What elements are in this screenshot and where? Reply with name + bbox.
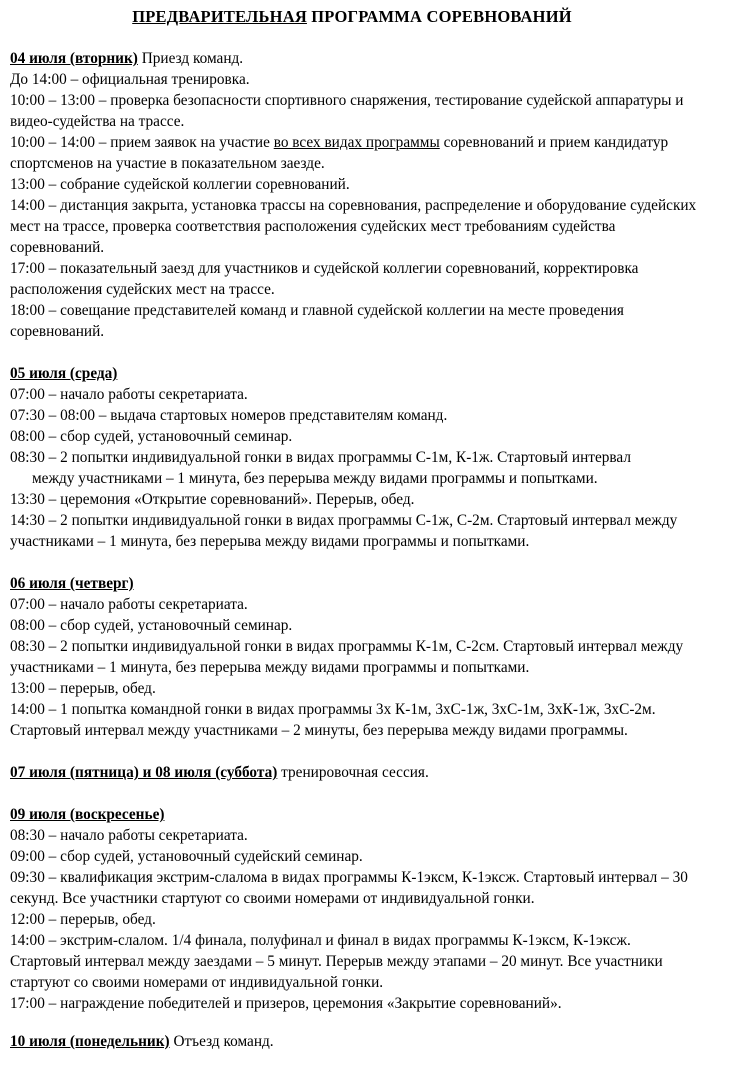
schedule-line: 18:00 – совещание представителей команд и главной судейской коллегии на месте проведения соревнований. [10, 302, 624, 340]
schedule-line-pre: 10:00 – 14:00 – прием заявок на участие [10, 134, 274, 151]
schedule-line [10, 132, 702, 174]
day-block-05 [10, 363, 702, 552]
day-heading-06: 06 июля (четверг) [10, 575, 134, 592]
schedule-line: 07:00 – начало работы секретариата. [10, 386, 248, 403]
schedule-line: 14:00 – 1 попытка командной гонки в видах программы 3х К-1м, 3хС-1ж, 3хС-1м, 3хК-1ж, 3хС-2м. Стартовый интервал между участниками – 2 минуты, без перерыва между видами программы. [10, 701, 656, 739]
schedule-line: 08:00 – сбор судей, установочный семинар. [10, 617, 293, 634]
schedule-line: 08:30 – начало работы секретариата. [10, 827, 248, 844]
section-gap [10, 342, 702, 363]
schedule-line: 10:00 – 13:00 – проверка безопасности спортивного снаряжения, тестирование судейской аппаратуры и видео-судейства на трассе. [10, 92, 684, 130]
day-block-06 [10, 573, 702, 741]
day-heading-07-08: 07 июля (пятница) и 08 июля (суббота) [10, 764, 278, 781]
page-title-underlined-part: ПРЕДВАРИТЕЛЬНАЯ [132, 7, 307, 26]
schedule-line: 14:00 – дистанция закрыта, установка трассы на соревнования, распределение и оборудование судейских мест на трассе, проверка соответствия расположения судейских мест требованиям судейства соревнований. [10, 197, 697, 256]
day-block-10 [10, 1031, 702, 1052]
schedule-line: 17:00 – награждение победителей и призеров, церемония «Закрытие соревнований». [10, 995, 562, 1012]
schedule-line-post: соревнований и прием кандидатур спортсменов на участие в показательном заезде. [10, 134, 669, 172]
schedule-line: 08:30 – 2 попытки индивидуальной гонки в видах программы К-1м, С-2см. Стартовый интервал между участниками – 1 минута, без перерыва между видами программы и попытками. [10, 638, 684, 676]
section-gap [10, 783, 702, 804]
schedule-line-continuation: между участниками – 1 минута, без перерыва между видами программы и попытками. [32, 470, 598, 487]
day-block-04 [10, 48, 702, 342]
schedule-line-underlined: во всех видах программы [273, 134, 440, 151]
day-heading-05: 05 июля (среда) [10, 365, 118, 382]
page-title [10, 6, 702, 27]
schedule-line: 12:00 – перерыв, обед. [10, 911, 156, 928]
section-gap [10, 1014, 702, 1031]
schedule-line: 13:00 – перерыв, обед. [10, 680, 156, 697]
day-heading-line-10 [10, 1031, 702, 1052]
day-block-09 [10, 804, 702, 1014]
day-heading-line-09 [10, 804, 702, 825]
schedule-line: 13:30 – церемония «Открытие соревнований». Перерыв, обед. [10, 491, 415, 508]
schedule-line: 09:00 – сбор судей, установочный судейский семинар. [10, 848, 363, 865]
day-heading-trailing-07-08: тренировочная сессия. [277, 764, 429, 781]
day-block-07-08 [10, 762, 702, 783]
schedule-line: До 14:00 – официальная тренировка. [10, 71, 250, 88]
schedule-line: 07:00 – начало работы секретариата. [10, 596, 248, 613]
schedule-line: 09:30 – квалификация экстрим-слалома в видах программы К-1эксм, К-1эксж. Стартовый интервал – 30 секунд. Все участники стартуют со своими номерами от индивидуальной гонки. [10, 869, 688, 907]
section-gap [10, 552, 702, 573]
day-heading-trailing-04: Приезд команд. [137, 50, 244, 67]
schedule-line: 08:30 – 2 попытки индивидуальной гонки в видах программы С-1м, К-1ж. Стартовый интервал [10, 449, 631, 466]
schedule-line: 14:00 – экстрим-слалом. 1/4 финала, полуфинал и финал в видах программы К-1эксм, К-1эксж. Стартовый интервал между заездами – 5 минут. Перерыв между этапами – 20 минут. Все участники стартуют со своими номерами от индивидуальной гонки. [10, 932, 663, 991]
title-gap [10, 27, 702, 48]
day-heading-line-05 [10, 363, 702, 384]
day-heading-line-04 [10, 48, 702, 69]
schedule-line: 13:00 – собрание судейской коллегии соревнований. [10, 176, 350, 193]
day-heading-trailing-10: Отъезд команд. [169, 1033, 274, 1050]
schedule-line: 14:30 – 2 попытки индивидуальной гонки в видах программы С-1ж, С-2м. Стартовый интервал между участниками – 1 минута, без перерыва между видами программы и попытками. [10, 512, 678, 550]
schedule-line: 08:00 – сбор судей, установочный семинар. [10, 428, 293, 445]
page-title-rest: ПРОГРАММА СОРЕВНОВАНИЙ [306, 7, 572, 26]
day-heading-09: 09 июля (воскресенье) [10, 806, 165, 823]
day-heading-line-06 [10, 573, 702, 594]
day-heading-10: 10 июля (понедельник) [10, 1033, 170, 1050]
day-heading-04: 04 июля (вторник) [10, 50, 138, 67]
schedule-line: 07:30 – 08:00 – выдача стартовых номеров представителям команд. [10, 407, 448, 424]
schedule-line: 17:00 – показательный заезд для участников и судейской коллегии соревнований, корректировка расположения судейских мест на трассе. [10, 260, 639, 298]
day-heading-line-07-08 [10, 762, 702, 783]
section-gap [10, 741, 702, 762]
